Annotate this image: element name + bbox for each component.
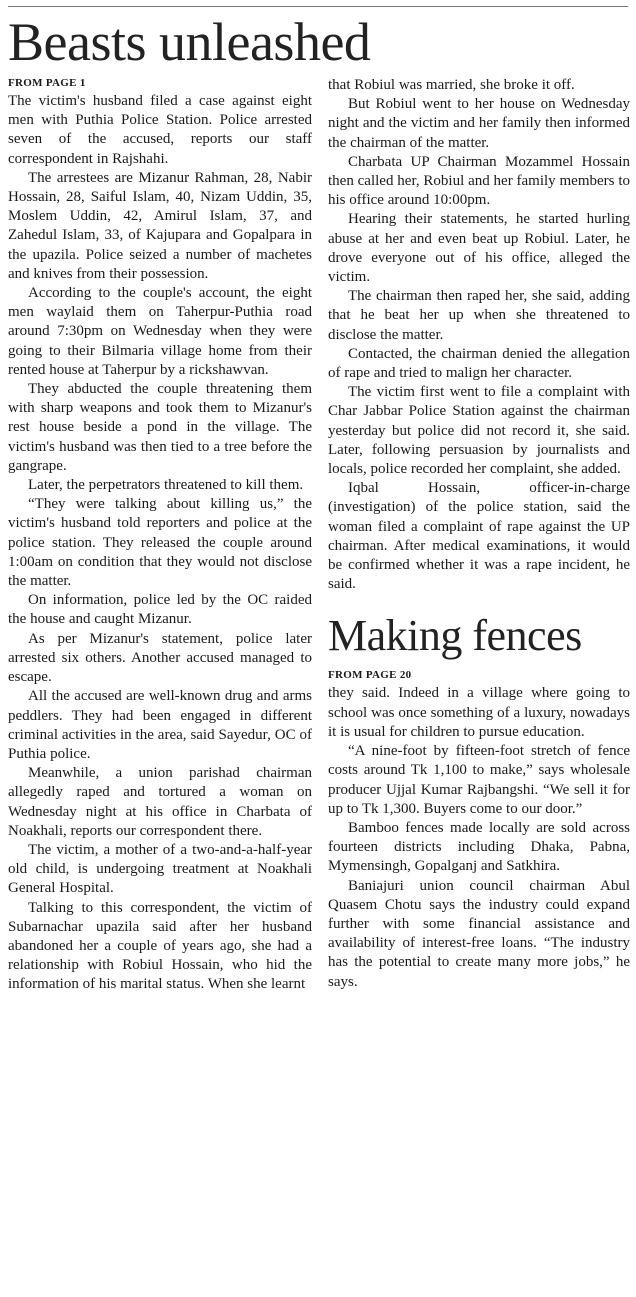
paragraph: “A nine-foot by fifteen-foot stretch of fence costs around Tk 1,100 to make,” says wholesale producer Ujjal Kumar Rajbangshi. “We sell it for up to Tk 1,300. Buyers come to our door.” — [328, 743, 630, 817]
paragraph: The victim's husband filed a case against eight men with Puthia Police Station. Police arrested seven of the accused, reports our staff correspondent in Rajshahi. — [8, 93, 312, 167]
paragraph: Talking to this correspondent, the victim of Subarnachar upazila said after her husband abandoned her a couple of years ago, she had a relationship with Robiul Hossain, who hid the information of his marital status. When she learnt — [8, 899, 312, 993]
paragraph: that Robiul was married, she broke it off. — [328, 77, 575, 93]
paragraph: Iqbal Hossain, officer-in-charge (investigation) of the police station, said the woman filed a complaint of rape against the UP chairman. After medical examinations, it would be confirmed whether it was a rape incident, he said. — [328, 480, 630, 593]
paragraph: Bamboo fences made locally are sold across fourteen districts including Dhaka, Pabna, Mymensingh, Gopalganj and Satkhira. — [328, 819, 630, 875]
paragraph: Contacted, the chairman denied the allegation of rape and tried to malign her character. — [328, 345, 630, 382]
story1-continued — [328, 76, 630, 594]
paragraph: Later, the perpetrators threatened to kill them. — [28, 477, 304, 494]
story2-headline: Making fences — [328, 611, 582, 661]
paragraph: The chairman then raped her, she said, adding that he beat her up when she threatened to disclose the matter. — [328, 288, 630, 343]
paragraph: But Robiul went to her house on Wednesday night and the victim and her family then informed the chairman of the matter. — [328, 96, 630, 151]
paragraph: “They were talking about killing us,” the victim's husband told reporters and police at the police station. They released the couple around 1:00am on condition that they would not disclose the matter. — [8, 496, 312, 590]
paragraph: The arrestees are Mizanur Rahman, 28, Nabir Hossain, 28, Saiful Islam, 40, Nizam Uddin, 35, Moslem Uddin, 42, Amirul Islam, 37, and Zahedul Islam, 33, of Kajupara and Gopalpara in the upazila. Police seized a number of machetes and knives from their possession. — [8, 169, 312, 282]
paragraph: The victim first went to file a complaint with Char Jabbar Police Station against the chairman yesterday but police did not record it, she said. Later, following persuasion by journalists and locals, police recorded her complaint, she added. — [328, 384, 630, 478]
paragraph: On information, police led by the OC raided the house and caught Mizanur. — [8, 592, 312, 628]
paragraph: As per Mizanur's statement, police later arrested six others. Another accused managed to escape. — [8, 630, 312, 686]
paragraph: Meanwhile, a union parishad chairman allegedly raped and tortured a woman on Wednesday night at his office in Charbata of Noakhali, reports our correspondent there. — [8, 765, 312, 839]
paragraph: They abducted the couple threatening them with sharp weapons and took them to Mizanur's rest house beside a pond in the village. The victim's husband was then tied to a tree before the gangrape. — [8, 381, 312, 474]
story1-kicker: FROM PAGE 1 — [8, 77, 86, 89]
story1-headline: Beasts unleashed — [8, 12, 371, 72]
paragraph: Charbata UP Chairman Mozammel Hossain then called her, Robiul and her family members to his office around 10:00pm. — [328, 153, 630, 209]
paragraph: Baniajuri union council chairman Abul Quasem Chotu says the industry could expand further with some financial assistance and availability of interest-free loans. “The industry has the potential to create many more jobs,” he says. — [328, 877, 630, 990]
right-column — [328, 76, 630, 992]
top-rule — [8, 6, 628, 7]
story1-left-column — [8, 76, 312, 995]
paragraph: Hearing their statements, he started hurling abuse at her and even beat up Robiul. Later, he drove everyone out of his office, alleged the victim. — [328, 211, 630, 286]
paragraph: All the accused are well-known drug and arms peddlers. They had been engaged in different criminal activities in the area, said Sayedur, OC of Puthia police. — [8, 688, 312, 762]
paragraph: According to the couple's account, the eight men waylaid them on Taherpur-Puthia road around 7:30pm on Wednesday when they were going to their Bilmaria village home from their rented house at Taherpur by a rickshawvan. — [8, 285, 312, 378]
story2-kicker: FROM PAGE 20 — [328, 669, 412, 682]
paragraph: The victim, a mother of a two-and-a-half-year old child, is undergoing treatment at Noakhali General Hospital. — [8, 841, 312, 897]
story2-body — [328, 668, 630, 991]
paragraph: they said. Indeed in a village where going to school was once something of a luxury, nowadays it is usual for children to pursue education. — [328, 685, 630, 740]
